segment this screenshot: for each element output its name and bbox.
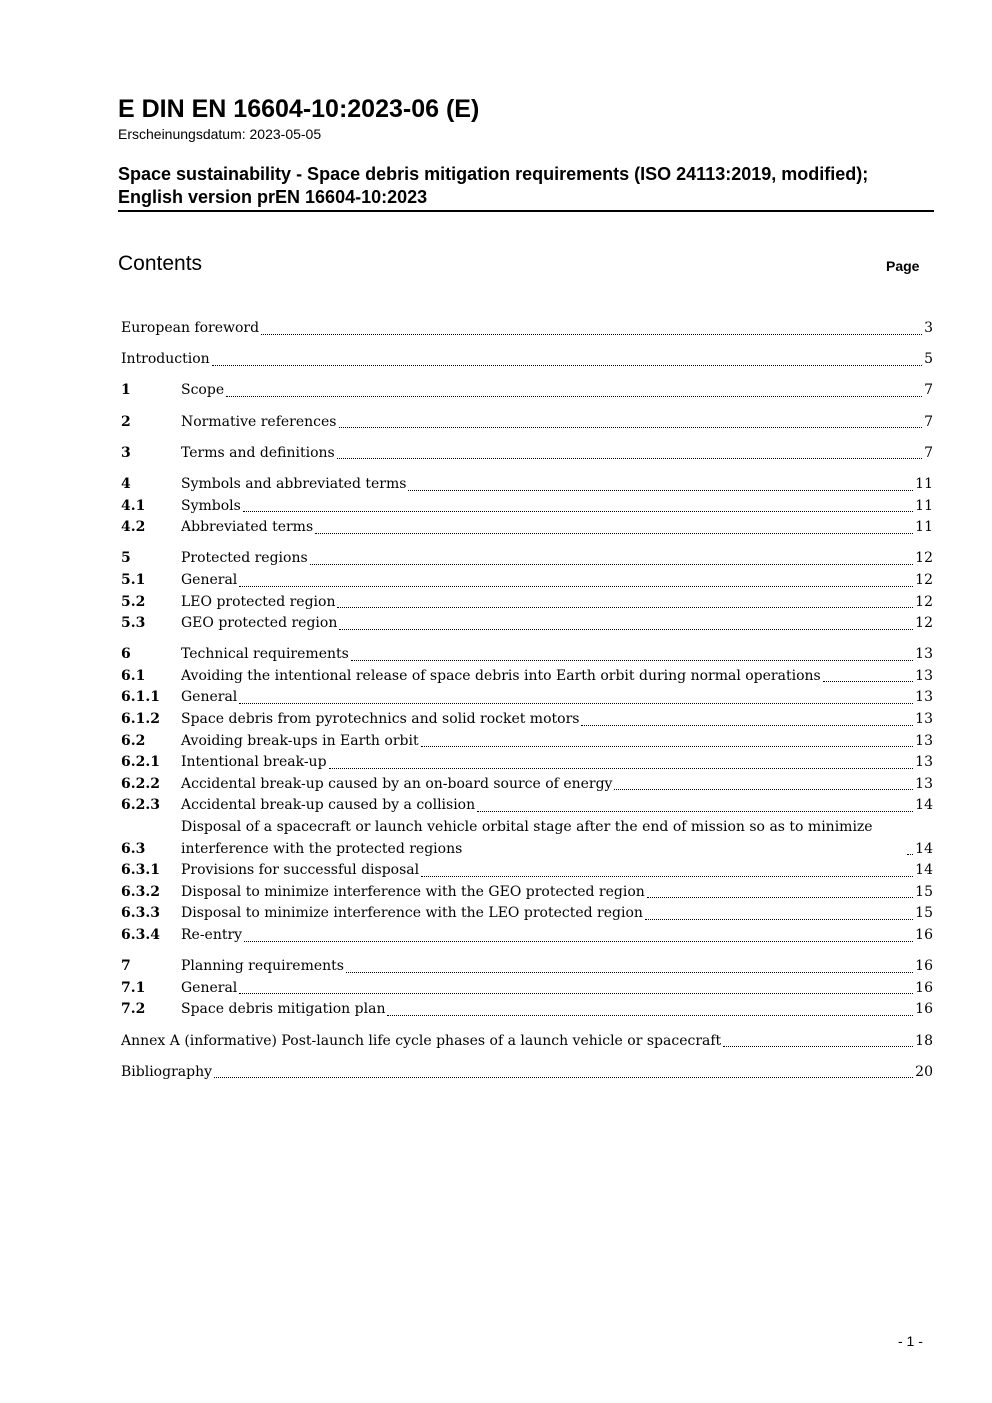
toc-entry-title: Normative references [181,413,337,430]
toc-entry-number: 5.2 [121,593,146,610]
toc-dot-leader [243,511,913,512]
toc-entry-page: 16 [915,958,933,975]
toc-entry-page: 7 [924,444,933,461]
toc-dot-leader [329,768,914,769]
toc-entry-number: 6.1 [121,667,146,684]
toc-dot-leader [614,789,913,790]
toc-entry-page: 20 [915,1063,933,1080]
toc-entry[interactable] [121,817,933,860]
toc-entry[interactable] [121,731,933,753]
toc-entry-title: European foreword [121,320,260,336]
toc-entry[interactable] [121,978,933,1000]
toc-group [121,318,933,340]
toc-entry-number: 5.1 [121,571,146,588]
toc-entry-title: Technical requirements [181,646,349,663]
toc-entry-title: Symbols and abbreviated terms [181,475,407,492]
toc-entry-title: General [181,979,238,996]
toc-entry-page: 11 [915,497,933,514]
toc-entry-title: Re-entry [181,927,243,943]
toc-entry-page: 7 [924,413,933,430]
toc-entry-page: 11 [915,519,933,536]
toc-entry-number: 6.2.3 [121,797,160,814]
toc-entry[interactable] [121,570,933,592]
toc-entry[interactable] [121,474,933,496]
toc-dot-leader [823,681,913,682]
toc-entry-number: 6.2 [121,732,146,749]
toc-entry-title: General [181,571,238,588]
toc-entry-number: 6.3.4 [121,927,160,943]
toc-group [121,1062,933,1084]
toc-entry-number: 6.2.1 [121,754,160,771]
toc-entry-number: 2 [121,413,131,430]
toc-entry-number: 5 [121,550,131,567]
toc-entry-title: Planning requirements [181,958,344,975]
toc-dot-leader [907,854,913,855]
toc-entry-page: 12 [915,550,933,567]
toc-entry[interactable] [121,687,933,709]
toc-group [121,380,933,402]
toc-dot-leader [226,396,922,397]
toc-entry-number: 4.2 [121,519,146,536]
toc-entry[interactable] [121,774,933,796]
toc-entry-page: 16 [915,927,933,943]
toc-entry[interactable] [121,412,933,434]
toc-entry-page: 14 [915,797,933,814]
toc-group [121,644,933,946]
toc-dot-leader [239,586,913,587]
toc-entry[interactable] [121,318,933,340]
toc-entry-number: 3 [121,444,131,461]
toc-dot-leader [239,703,913,704]
toc-dot-leader [244,941,913,942]
toc-entry[interactable] [121,956,933,978]
toc-dot-leader [346,972,913,973]
toc-entry-number: 6.3.2 [121,883,160,900]
toc-entry[interactable] [121,349,933,371]
toc-dot-leader [337,458,922,459]
toc-group [121,1031,933,1053]
toc-entry-title: Avoiding break-ups in Earth orbit [181,732,419,749]
toc-entry-page: 14 [915,840,933,857]
toc-entry-title: Scope [181,382,225,399]
toc-dot-leader [339,629,913,630]
toc-dot-leader [315,533,913,534]
toc-entry[interactable] [121,496,933,518]
toc-entry[interactable] [121,860,933,882]
publication-date: Erscheinungsdatum: 2023-05-05 [118,126,322,142]
toc-entry-title: Disposal to minimize interference with the GEO protected region [181,883,645,900]
toc-entry-number: 1 [121,382,131,399]
toc-entry-page: 14 [915,862,933,879]
toc-entry-page: 12 [915,593,933,610]
toc-entry-number: 6.1.2 [121,711,160,728]
toc-entry-title: Disposal to minimize interference with the LEO protected region [181,905,643,922]
document-title: Space sustainability - Space debris mitigation requirements (ISO 24113:2019, modified); English version prEN 16604-10:2023 [118,164,869,207]
toc-entry-title: Space debris from pyrotechnics and solid rocket motors [181,711,580,728]
toc-entry-title: Accidental break-up caused by a collision [181,797,476,814]
toc-dot-leader [421,876,913,877]
toc-entry-page: 12 [915,571,933,588]
toc-entry[interactable] [121,517,933,539]
toc-entry-title: Protected regions [181,550,308,567]
toc-entry-page: 13 [915,689,933,706]
toc-entry-title: Terms and definitions [181,444,335,461]
toc-entry-page: 13 [915,711,933,728]
toc-entry-title: Space debris mitigation plan [181,1001,386,1018]
toc-entry-title: Annex A (informative) Post-launch life cycle phases of a launch vehicle or spacecraft [121,1032,722,1049]
toc-entry-page: 7 [924,382,933,399]
toc-entry-title: GEO protected region [181,615,338,632]
toc-dot-leader [214,1077,913,1078]
toc-entry-number: 7 [121,958,131,975]
toc-entry-title: LEO protected region [181,593,336,610]
toc-dot-leader [310,564,914,565]
toc-entry-page: 13 [915,646,933,663]
toc-entry-title: Accidental break-up caused by an on-board source of energy [181,775,613,792]
toc-dot-leader [261,334,922,335]
toc-entry[interactable] [121,882,933,904]
toc-entry[interactable] [121,999,933,1021]
toc-entry-page: 12 [915,615,933,632]
contents-heading: Contents [118,252,203,275]
toc-entry-page: 11 [915,475,933,492]
toc-entry-page: 18 [915,1032,933,1049]
toc-entry[interactable] [121,903,933,925]
toc-entry-page: 15 [915,905,933,922]
toc-entry-title: Introduction [121,351,210,368]
toc-dot-leader [239,993,913,994]
toc-entry-page: 13 [915,775,933,792]
toc-dot-leader [337,607,913,608]
toc-entry-title: Avoiding the intentional release of space debris into Earth orbit during normal operations [181,667,821,684]
toc-group [121,443,933,465]
toc-entry-title: Abbreviated terms [181,519,314,536]
toc-dot-leader [408,490,913,491]
toc-dot-leader [351,660,913,661]
toc-entry[interactable] [121,592,933,614]
toc-entry-title: Intentional break-up [181,754,327,771]
toc-entry-page: 3 [924,320,933,336]
toc-entry-page: 15 [915,883,933,900]
toc-group [121,548,933,634]
toc-dot-leader [647,897,913,898]
toc-entry[interactable] [121,709,933,731]
toc-entry[interactable] [121,613,933,635]
toc-entry[interactable] [121,752,933,774]
toc-entry-page: 13 [915,754,933,771]
toc-entry[interactable] [121,666,933,688]
toc-entry-page: 13 [915,667,933,684]
toc-entry-number: 6.1.1 [121,689,160,706]
toc-entry-number: 6 [121,646,131,663]
toc-dot-leader [723,1046,913,1047]
toc-entry[interactable] [121,644,933,666]
toc-dot-leader [387,1015,913,1016]
toc-entry-title: Provisions for successful disposal [181,862,420,879]
toc-dot-leader [339,427,923,428]
table-of-contents [121,318,933,1083]
toc-entry-number: 5.3 [121,615,146,632]
toc-entry-number: 6.2.2 [121,775,160,792]
toc-group [121,412,933,434]
toc-entry-number: 7.1 [121,979,146,996]
toc-entry[interactable] [121,1062,933,1084]
page-number: - 1 - [898,1333,923,1349]
toc-group [121,956,933,1021]
toc-entry-title: Bibliography [121,1063,212,1080]
toc-entry[interactable] [121,1031,933,1053]
toc-entry-number: 6.3.3 [121,905,160,922]
toc-entry[interactable] [121,548,933,570]
toc-entry-number: 7.2 [121,1001,146,1018]
toc-entry-title: General [181,689,238,706]
toc-group [121,349,933,371]
toc-entry[interactable] [121,443,933,465]
toc-dot-leader [212,365,922,366]
title-divider [118,210,934,212]
toc-dot-leader [421,746,914,747]
toc-entry-page: 16 [915,1001,933,1018]
toc-dot-leader [581,725,913,726]
toc-entry[interactable] [121,380,933,402]
toc-entry-number: 6.3.1 [121,862,160,879]
toc-entry-number: 4 [121,475,131,492]
toc-entry-page: 13 [915,732,933,749]
toc-entry-number: 6.3 [121,840,146,857]
toc-dot-leader [645,919,913,920]
page-column-heading: Page [886,258,920,274]
toc-entry[interactable] [121,795,933,817]
toc-dot-leader [477,811,913,812]
toc-entry-title: Disposal of a spacecraft or launch vehicle orbital stage after the end of mission so as to minimize interference with the protected regions [181,819,873,857]
toc-group [121,474,933,539]
toc-entry-title: Symbols [181,497,241,514]
document-id: E DIN EN 16604-10:2023-06 (E) [118,95,480,123]
toc-entry[interactable] [121,925,933,947]
toc-entry-page: 16 [915,979,933,996]
toc-entry-page: 5 [924,351,933,368]
toc-entry-number: 4.1 [121,497,146,514]
